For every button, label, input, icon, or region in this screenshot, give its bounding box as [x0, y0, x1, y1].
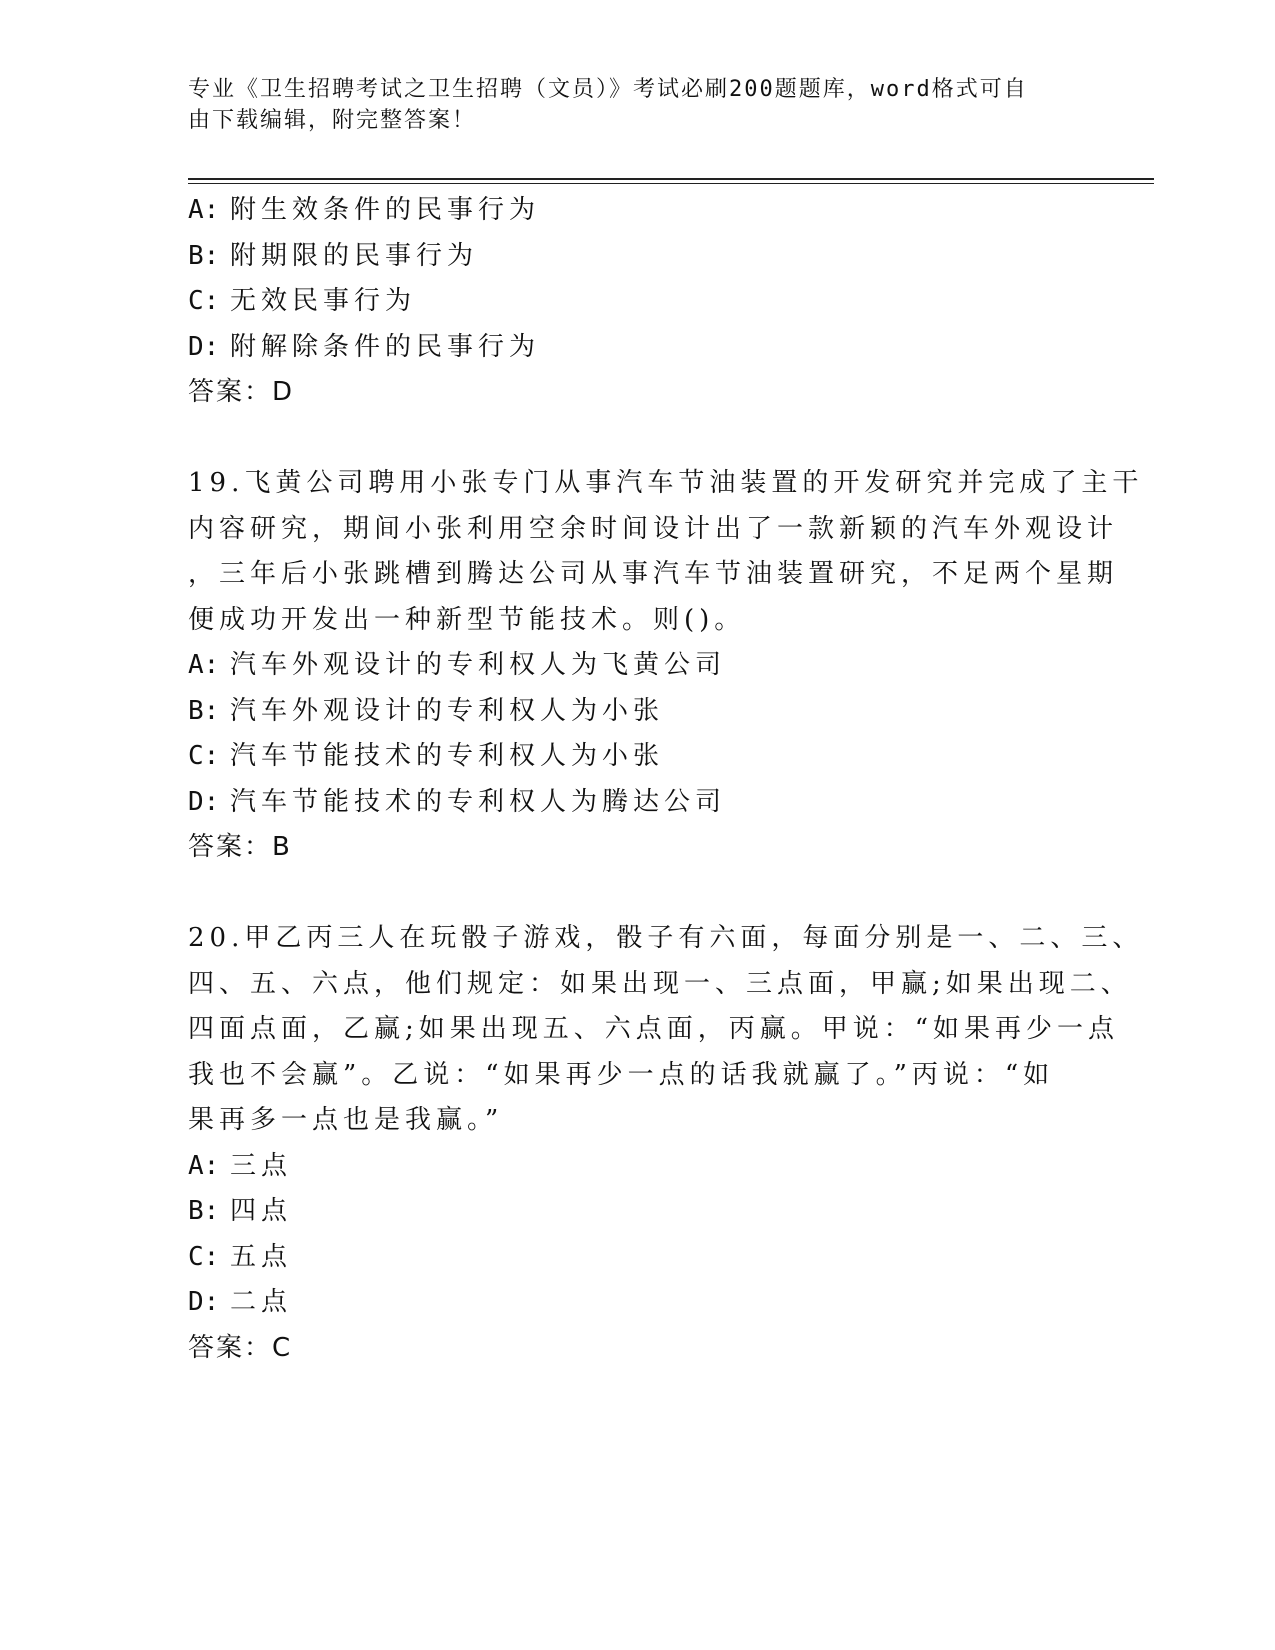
- option-a: [188, 1144, 1088, 1190]
- question-line: 果再多一点也是我赢。”: [188, 1105, 504, 1135]
- question-line: 20.甲乙丙三人在玩骰子游戏，骰子有六面，每面分别是一、二、三、: [188, 923, 1144, 953]
- question-text: [188, 461, 1144, 643]
- option-letter: C:: [188, 286, 220, 316]
- option-letter: D:: [188, 1287, 220, 1317]
- header-line-1: 专业《卫生招聘考试之卫生招聘（文员）》考试必刷200题题库，word格式可自: [188, 77, 1028, 102]
- option-letter: A:: [188, 650, 220, 680]
- option-b: [188, 689, 1088, 735]
- option-letter: C:: [188, 1241, 220, 1272]
- question-18: [188, 188, 1088, 416]
- option-text: 汽车节能技术的专利权人为小张: [230, 741, 665, 771]
- spacer: [188, 416, 1088, 462]
- option-text: 汽车外观设计的专利权人为小张: [230, 695, 665, 726]
- option-letter: A:: [188, 195, 220, 225]
- option-letter: B:: [188, 695, 220, 726]
- option-text: 附生效条件的民事行为: [230, 195, 541, 225]
- question-20: [188, 916, 1144, 1371]
- option-letter: C:: [188, 741, 220, 771]
- answer-line: 答案：C: [188, 1332, 293, 1363]
- header-line-2: 由下载编辑，附完整答案！: [188, 108, 477, 133]
- option-letter: D:: [188, 331, 220, 362]
- answer-line: 答案：B: [188, 832, 292, 862]
- question-line: 四面点面，乙赢;如果出现五、六点面，丙赢。甲说：“如果再少一点: [188, 1014, 1120, 1044]
- question-line: 我也不会赢”。乙说：“如果再少一点的话我就赢了。”丙说：“如: [188, 1059, 1055, 1090]
- header-divider-thick: [188, 178, 1154, 180]
- document-body: [188, 188, 1144, 1371]
- option-letter: B:: [188, 240, 220, 271]
- option-a: [188, 188, 1088, 234]
- spacer: [188, 871, 1088, 917]
- question-line: 四、五、六点，他们规定：如果出现一、三点面，甲赢;如果出现二、: [188, 968, 1132, 999]
- option-c: [188, 1235, 1088, 1281]
- option-d: [188, 325, 1088, 371]
- option-d: [188, 780, 1088, 826]
- question-line: 内容研究，期间小张利用空余时间设计出了一款新颖的汽车外观设计: [188, 513, 1119, 544]
- option-text: 三点: [230, 1150, 293, 1181]
- option-text: 附期限的民事行为: [230, 240, 479, 271]
- header-divider-thin: [188, 183, 1154, 184]
- option-d: [188, 1280, 1088, 1326]
- option-c: [188, 734, 1088, 780]
- option-text: 汽车节能技术的专利权人为腾达公司: [230, 786, 727, 817]
- option-b: [188, 1189, 1088, 1235]
- question-line: 19.飞黄公司聘用小张专门从事汽车节油装置的开发研究并完成了主干: [188, 468, 1144, 498]
- option-c: [188, 279, 1088, 325]
- option-text: 五点: [230, 1241, 293, 1272]
- option-letter: D:: [188, 786, 220, 817]
- answer-line: 答案：D: [188, 377, 295, 407]
- option-text: 汽车外观设计的专利权人为飞黄公司: [230, 650, 727, 680]
- option-letter: A:: [188, 1150, 220, 1181]
- option-text: 四点: [230, 1196, 293, 1226]
- option-a: [188, 643, 1088, 689]
- question-line: ，三年后小张跳槽到腾达公司从事汽车节油装置研究，不足两个星期: [188, 559, 1119, 589]
- option-text: 无效民事行为: [230, 286, 417, 316]
- option-b: [188, 234, 1088, 280]
- question-line: 便成功开发出一种新型节能技术。则()。: [188, 604, 746, 635]
- question-text: [188, 916, 1144, 1144]
- document-header: [188, 74, 1068, 136]
- question-19: [188, 461, 1144, 871]
- option-text: 二点: [230, 1287, 293, 1317]
- option-text: 附解除条件的民事行为: [230, 331, 541, 362]
- option-letter: B:: [188, 1196, 220, 1226]
